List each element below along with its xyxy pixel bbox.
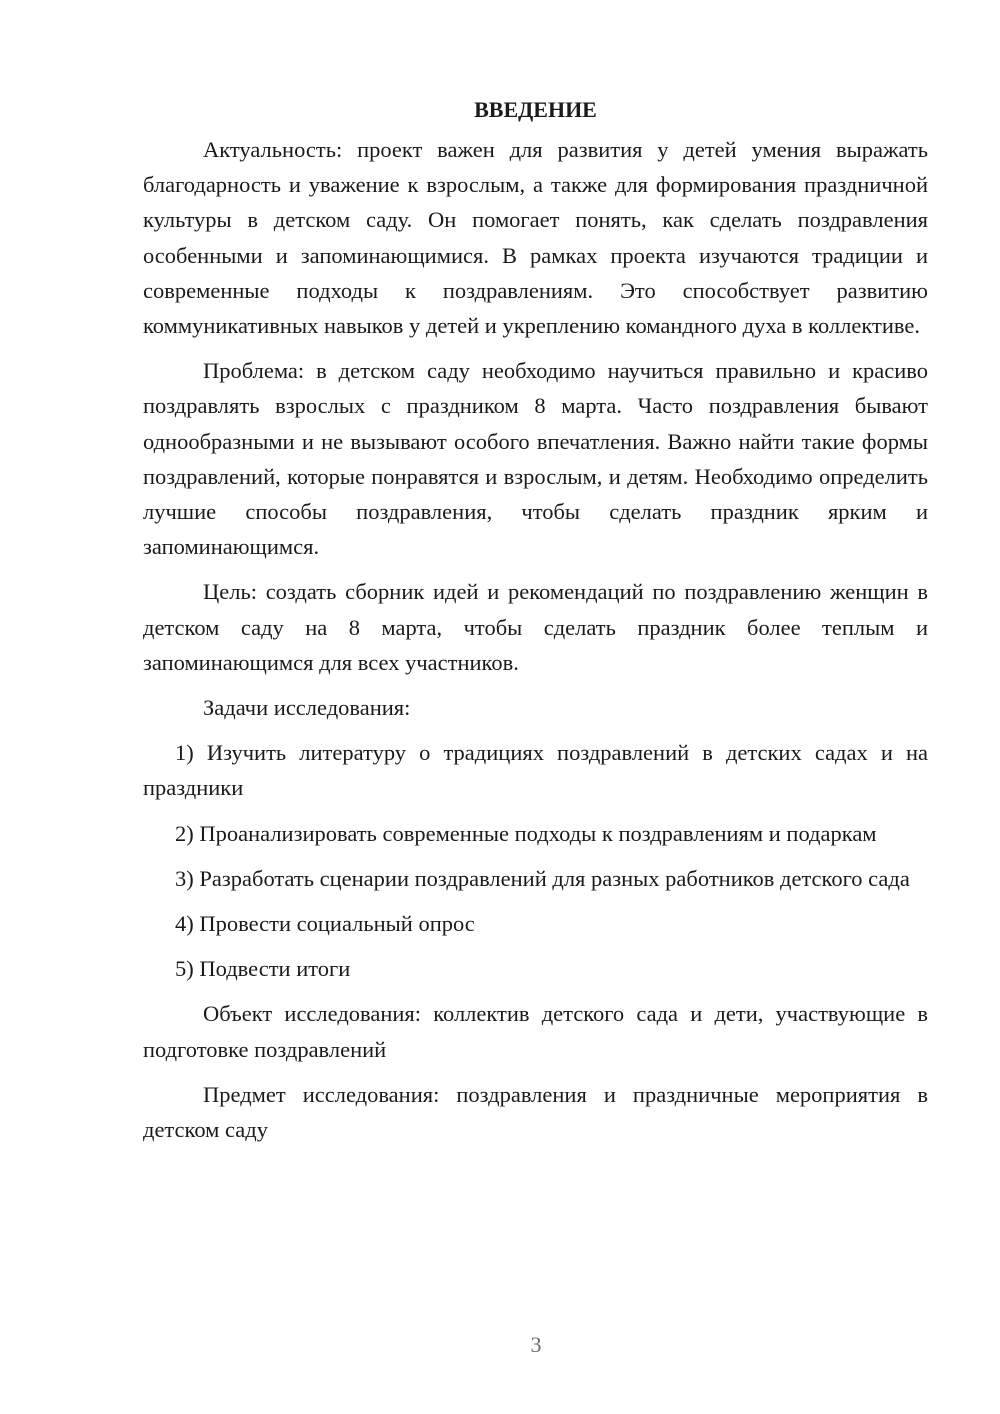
page-number: 3 [530, 1332, 542, 1357]
task-item: 1) Изучить литературу о традициях поздравлений в детских садах и на праздники [143, 740, 928, 801]
task-item: 5) Подвести итоги [175, 956, 351, 982]
task-item: 3) Разработать сценарии поздравлений для разных работников детского сада [175, 865, 910, 891]
document-body [143, 92, 928, 1157]
task-item: 4) Провести социальный опрос [175, 911, 475, 937]
task-item: 2) Проанализировать современные подходы к поздравлениям и подаркам [175, 820, 877, 846]
page-title: ВВЕДЕНИЕ [474, 97, 597, 122]
subject-paragraph: Предмет исследования: поздравления и праздничные мероприятия в детском саду [143, 1081, 928, 1143]
object-paragraph: Объект исследования: коллектив детского сада и дети, участвующие в подготовке поздравлений [143, 1001, 928, 1062]
relevance-paragraph: Актуальность: проект важен для развития у детей умения выражать благодарность и уважение к взрослым, а также для формирования праздничной культуры в детском саду. Он помогает понять, как сделать поздравления особенными и запоминающимися. В рамках проекта изучаются традиции и современные подходы к поздравлениям. Это способствует развитию коммуникативных навыков у детей и укреплению командного духа в коллективе. [143, 137, 928, 339]
tasks-list [143, 735, 928, 986]
goal-paragraph: Цель: создать сборник идей и рекомендаций по поздравлению женщин в детском саду на 8 марта, чтобы сделать праздник более теплым и запоминающимся для всех участников. [143, 579, 928, 675]
problem-paragraph: Проблема: в детском саду необходимо научиться правильно и красиво поздравлять взрослых с праздником 8 марта. Часто поздравления бывают однообразными и не вызывают особого впечатления. Важно найти такие формы поздравлений, которые понравятся и взрослым, и детям. Необходимо определить лучшие способы поздравления, чтобы сделать праздник ярким и запоминающимся. [143, 358, 928, 560]
tasks-heading: Задачи исследования: [203, 695, 411, 721]
